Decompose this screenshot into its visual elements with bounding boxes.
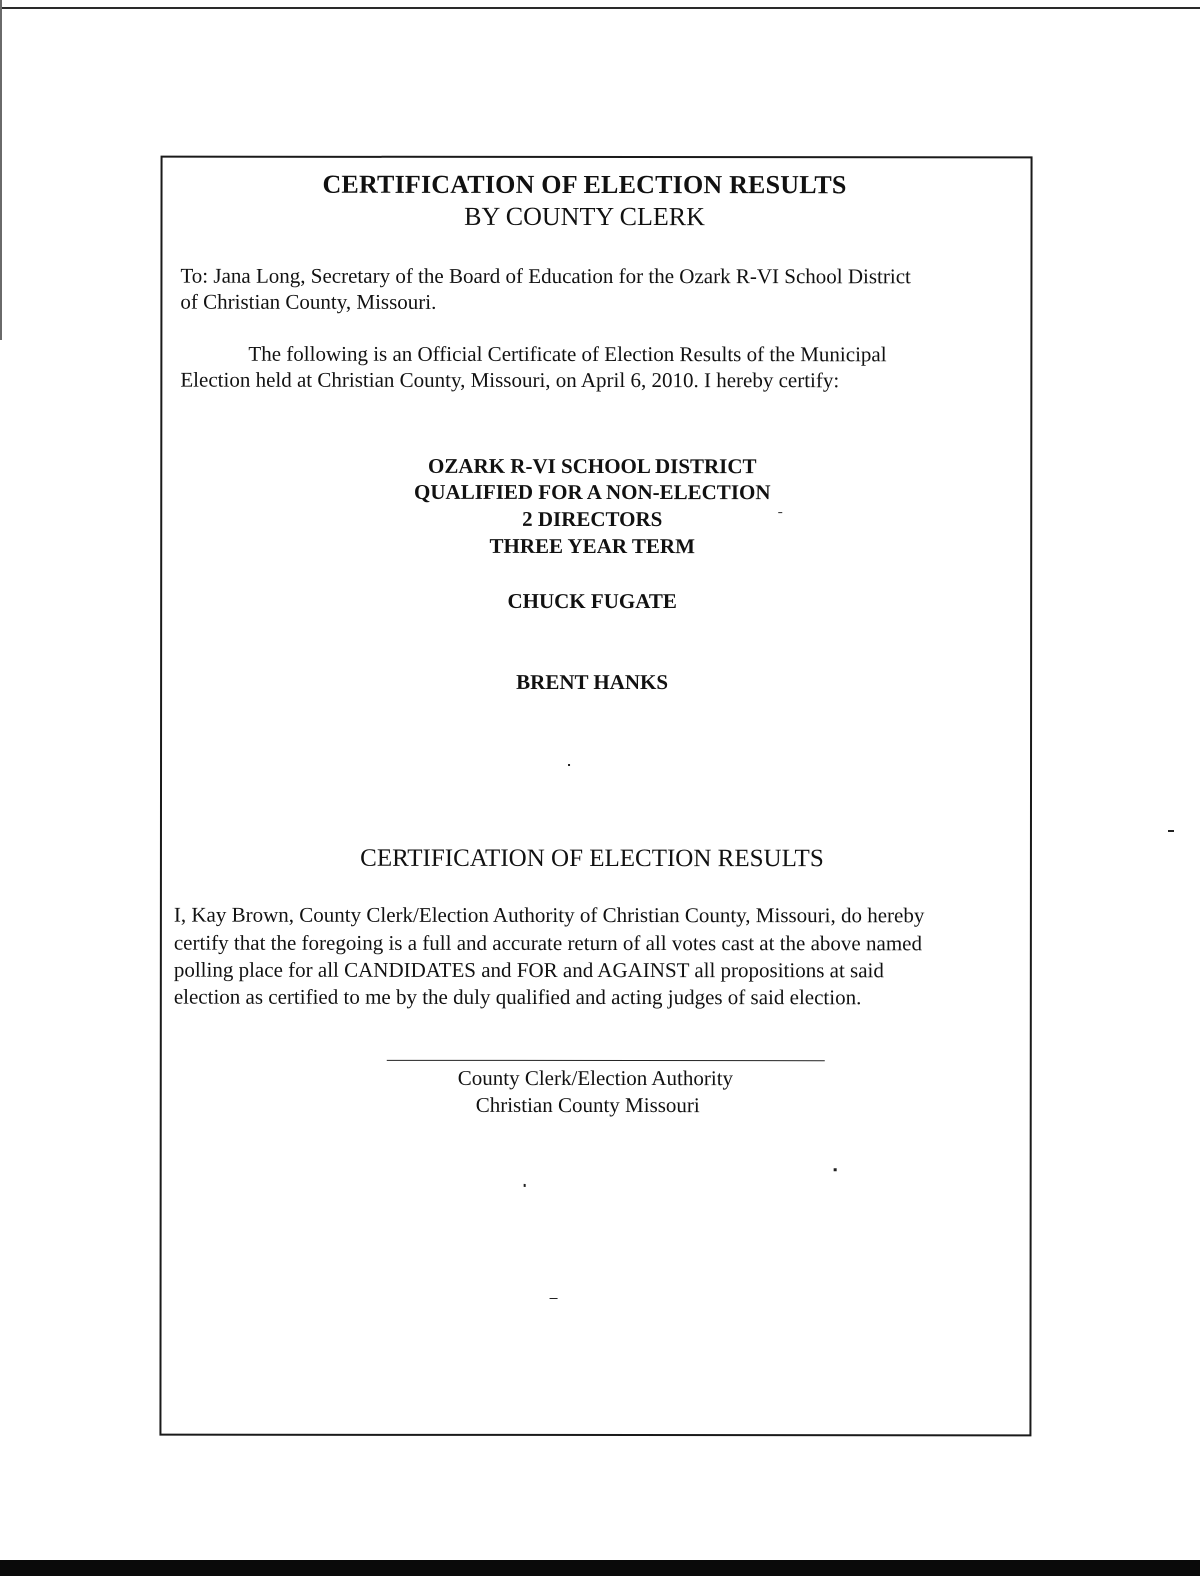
scan-speck (568, 764, 570, 766)
certificate-subtitle: BY COUNTY CLERK (464, 201, 705, 232)
scan-speck (1168, 830, 1174, 832)
district-term: THREE YEAR TERM (489, 533, 695, 559)
certification-line-4: election as certified to me by the duly qualified and acting judges of said election. (173, 984, 862, 1010)
scan-bottom-edge (0, 1560, 1200, 1576)
intro-line-1: The following is an Official Certificate of Election Results of the Municipal (248, 341, 887, 367)
candidate-name: BRENT HANKS (516, 669, 669, 695)
signature-title: County Clerk/Election Authority (457, 1065, 734, 1091)
scan-speck (550, 1298, 558, 1299)
scan-speck (778, 512, 782, 513)
candidate-name: CHUCK FUGATE (507, 588, 677, 614)
addressee-line-1: To: Jana Long, Secretary of the Board of Education for the Ozark R-VI School District (180, 263, 911, 289)
scan-speck (524, 1184, 526, 1187)
scan-top-edge (0, 7, 1200, 9)
scan-left-edge (0, 0, 2, 340)
certificate-frame (159, 156, 1032, 1437)
certification-heading: CERTIFICATION OF ELECTION RESULTS (360, 844, 824, 873)
addressee-line-2: of Christian County, Missouri. (180, 289, 437, 314)
intro-line-2: Election held at Christian County, Missouri, on April 6, 2010. I hereby certify: (180, 367, 840, 393)
certificate-title: CERTIFICATION OF ELECTION RESULTS (322, 169, 847, 200)
signature-location: Christian County Missouri (475, 1092, 700, 1118)
signature-line (387, 1060, 825, 1061)
certification-line-3: polling place for all CANDIDATES and FOR and AGAINST all propositions at said (173, 957, 884, 983)
certification-line-2: certify that the foregoing is a full and accurate return of all votes cast at the above named (173, 930, 922, 956)
district-seats: 2 DIRECTORS (522, 506, 663, 532)
scan-speck (834, 1168, 837, 1171)
district-name: OZARK R-VI SCHOOL DISTRICT (428, 453, 757, 479)
district-status: QUALIFIED FOR A NON-ELECTION (414, 479, 771, 505)
certification-line-1: I, Kay Brown, County Clerk/Election Authority of Christian County, Missouri, do hereby (173, 902, 925, 928)
